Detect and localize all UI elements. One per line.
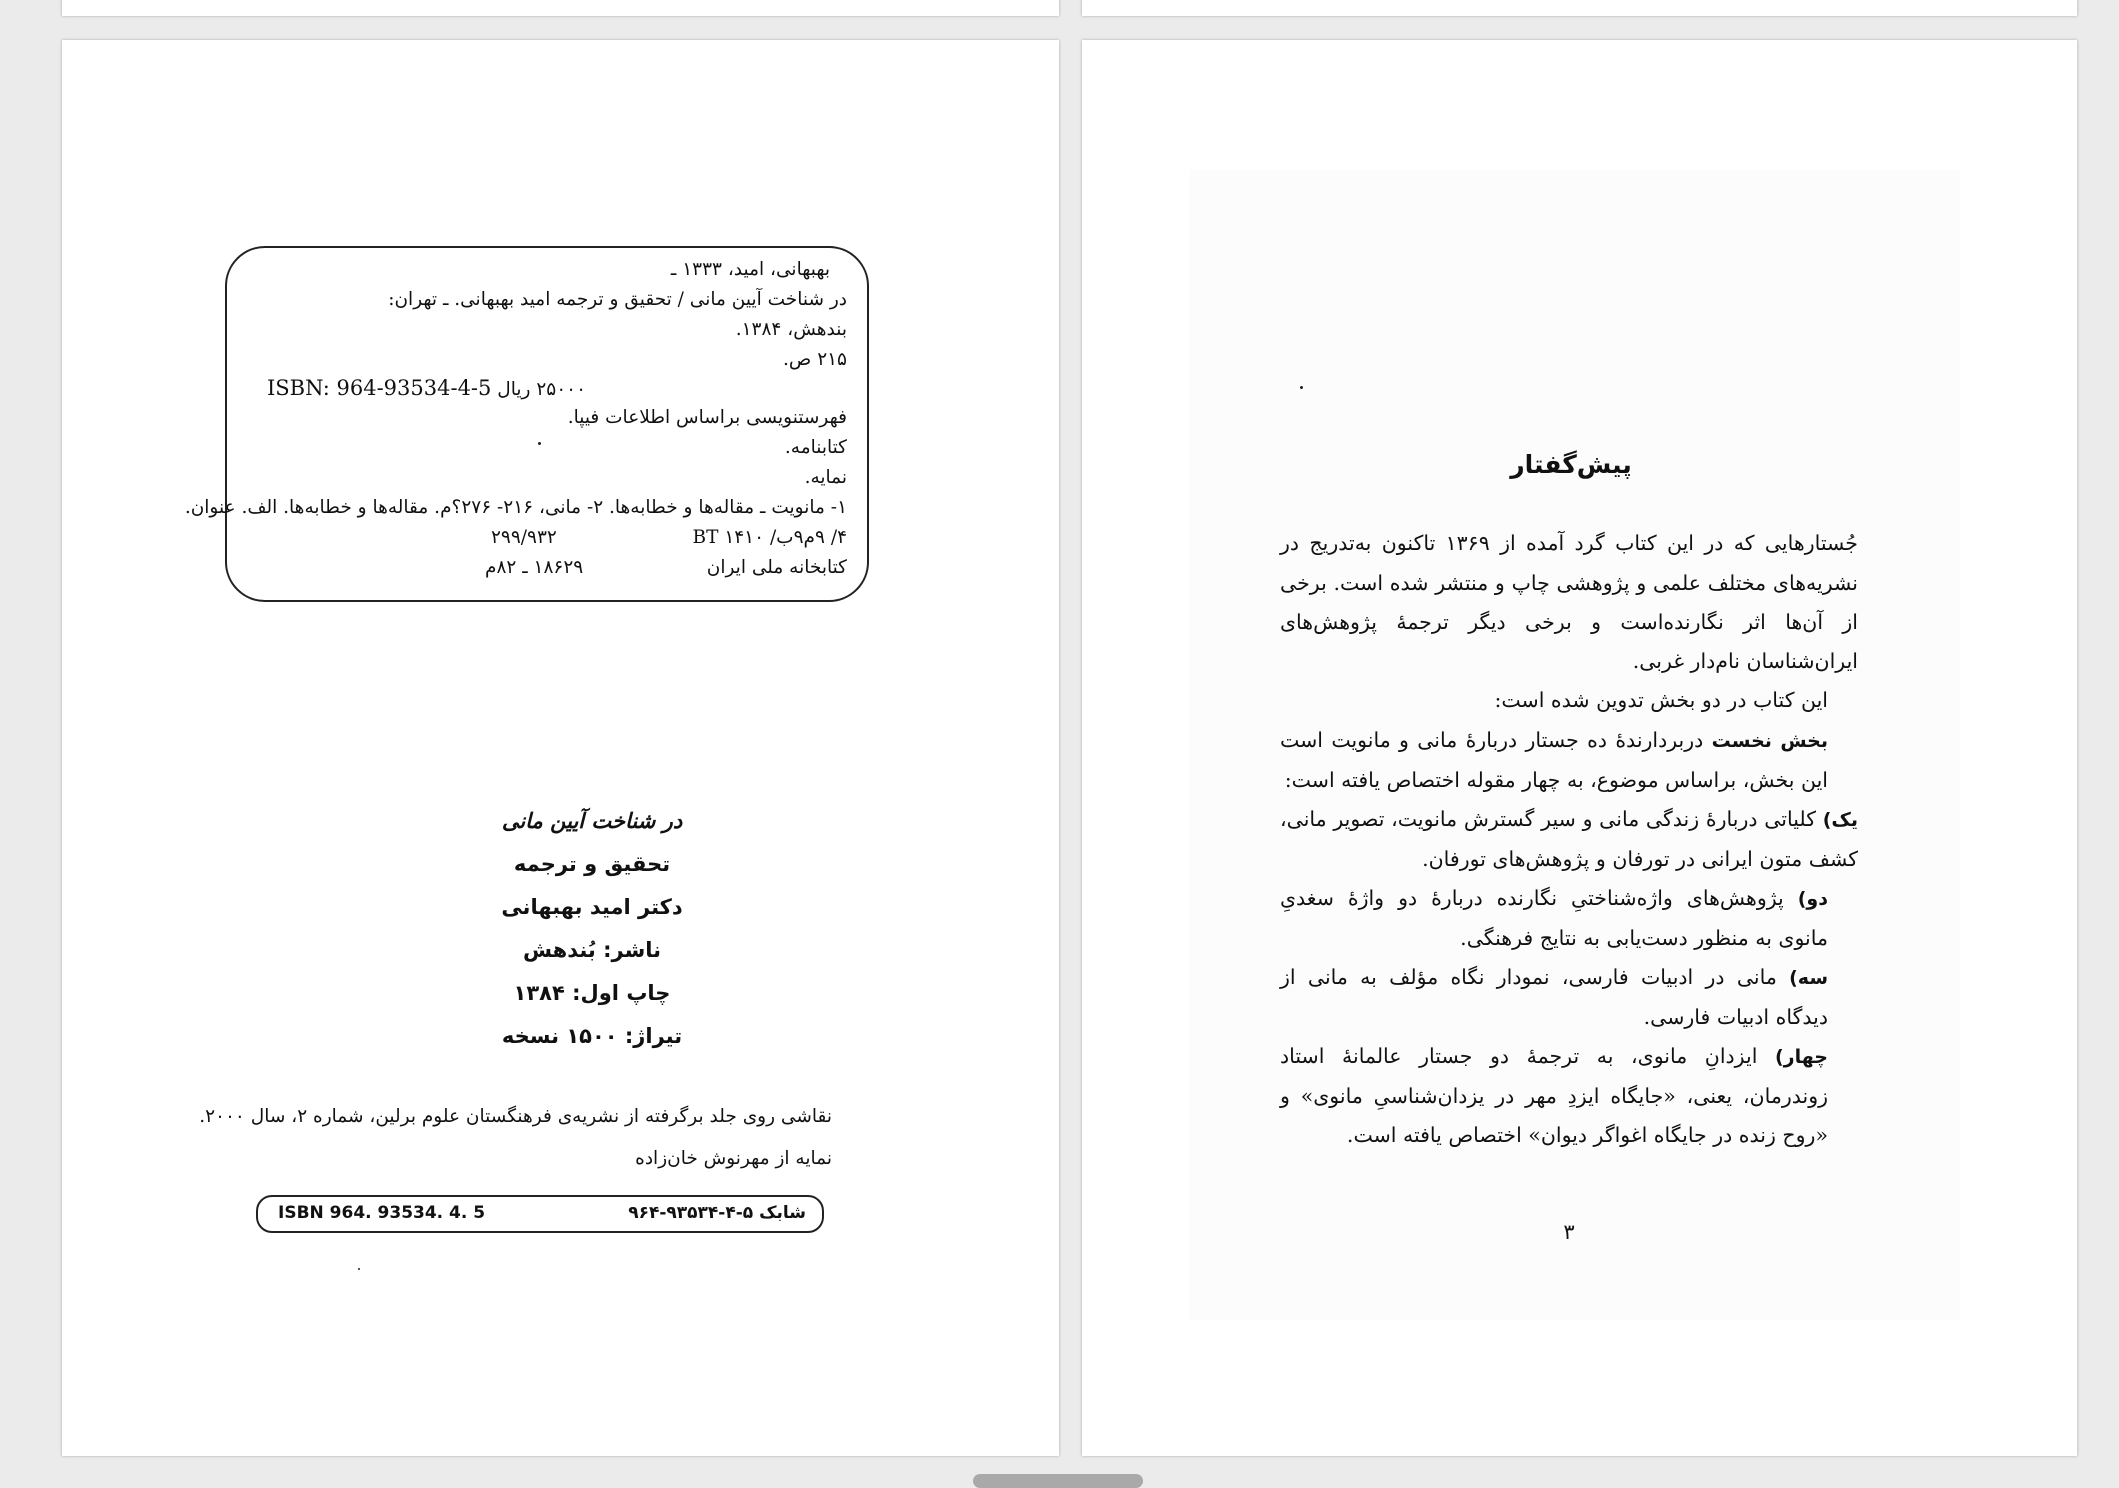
preface-paragraph: این کتاب در دو بخش تدوین شده است:: [1494, 688, 1828, 712]
book-subtitle: تحقیق و ترجمه: [513, 852, 671, 876]
cip-price-isbn: [267, 376, 586, 402]
scan-speck: [538, 442, 541, 445]
isbn-latin: ISBN 964. 93534. 4. 5: [278, 1203, 486, 1223]
book-print-run: تیراژ: ۱۵۰۰ نسخه: [501, 1024, 683, 1048]
cip-subjects: ۱- مانویت ـ مقاله‌ها و خطابه‌ها. ۲- مانی، ۲۱۶- ۲۷۶؟م. مقاله‌ها و خطابه‌ها. الف. عنوان.: [184, 497, 847, 518]
book-author: دکتر امید بهبهانی: [501, 895, 683, 919]
preface-paragraph: سه) مانی در ادبیات فارسی، نمودار نگاه مؤلف به مانی از دیدگاه ادبیات فارسی.: [1280, 965, 1828, 1029]
cip-call-number: ۴/ ۹م۹ب/ ۱۴۱۰ BT: [692, 527, 847, 548]
cip-fipa-note: فهرستنویسی براساس اطلاعات فیپا.: [567, 407, 847, 428]
previous-page-right-strip: [1082, 0, 2077, 16]
cip-dewey: ۲۹۹/۹۳۲: [491, 527, 557, 548]
isbn-persian: شابک ۵-۴-۹۳۵۳۴-۹۶۴: [628, 1203, 806, 1223]
title-block: [362, 800, 822, 1058]
preface-paragraph: جُستارهایی که در این کتاب گرد آمده از ۱۳۶۹ تاکنون به‌تدریج در نشریه‌های مختلف علمی و پژوهشی چاپ و منتشر شده است. برخی از آن‌ها اثر نگارنده‌است و برخی دیگر ترجمهٔ پژوهش‌های ایران‌شناسان نام‌دار غربی.: [1280, 531, 1858, 673]
preface-title: پیش‌گفتار: [1510, 450, 1632, 479]
cip-author: بهبهانی، امید، ۱۳۳۳ ـ: [670, 259, 830, 280]
preface-paragraph: بخش نخست دربردارندهٔ ده جستار دربارهٔ مانی و مانویت است این بخش، براساس موضوع، به چهار مقوله اختصاص یافته است:: [1280, 728, 1829, 792]
cip-title: در شناخت آیین مانی / تحقیق و ترجمه امید بهبهانی. ـ تهران:: [388, 289, 847, 310]
cip-library-number: ۱۸۶۲۹ ـ ۸۲م: [485, 557, 584, 578]
book-title: در شناخت آیین مانی: [501, 809, 683, 833]
previous-page-left-strip: [62, 0, 1059, 16]
scan-speck: [1300, 386, 1303, 389]
horizontal-scrollbar-thumb[interactable]: [973, 1474, 1143, 1488]
cover-art-note: نقاشی روی جلد برگرفته از نشریه‌ی فرهنگستان علوم برلین، شماره ۲، سال ۲۰۰۰.: [199, 1106, 832, 1127]
isbn-box: [256, 1195, 824, 1233]
scan-speck: [358, 1268, 360, 1270]
preface-paragraph: چهار) ایزدانِ مانوی، به ترجمهٔ دو جستار عالمانهٔ استاد زوندرمان، یعنی، «جایگاه ایزدِ مهر در یزدان‌شناسیِ مانوی» و «روح زنده در جایگاه اغواگر دیوان» اختصاص یافته است.: [1280, 1044, 1828, 1147]
book-edition: چاپ اول: ۱۳۸۴: [513, 981, 671, 1005]
preface-paragraph: دو) پژوهش‌های واژه‌شناختیِ نگارنده دربارهٔ دو واژهٔ سغدیِ مانوی به منظور دست‌یابی به نتایج فرهنگی.: [1280, 886, 1828, 950]
page-number: ۳: [1563, 1220, 1575, 1244]
book-page-left: [62, 40, 1059, 1456]
cip-price: ۲۵۰۰۰ ریال: [497, 379, 587, 400]
cataloging-card: [184, 246, 869, 602]
preface-body: [1280, 524, 1858, 1155]
cip-pages: ۲۱۵ ص.: [783, 349, 847, 370]
index-note: نمایه از مهرنوش خان‌زاده: [635, 1148, 832, 1169]
book-publisher: ناشر: بُندهش: [522, 938, 662, 962]
cip-isbn: ISBN: 964-93534-4-5: [267, 376, 492, 400]
preface-paragraph: یک) کلیاتی دربارهٔ زندگی مانی و سیر گسترش مانویت، تصویر مانی، کشف متون ایرانی در تورفان و پژوهش‌های تورفان.: [1280, 807, 1858, 871]
cip-bibliography: کتابنامه.: [784, 437, 847, 458]
cip-library: کتابخانه ملی ایران: [706, 557, 847, 578]
cip-publisher: بندهش، ۱۳۸۴.: [735, 319, 847, 340]
cip-index: نمایه.: [804, 467, 847, 488]
